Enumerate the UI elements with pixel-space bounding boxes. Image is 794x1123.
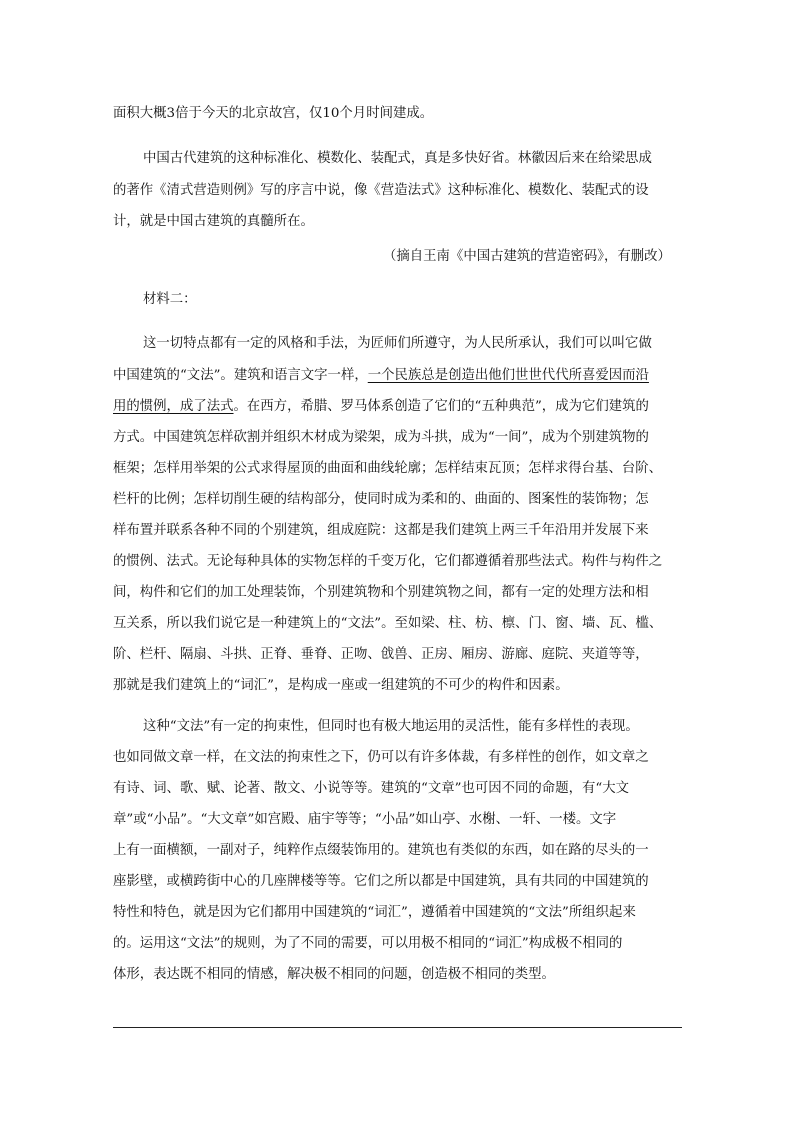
paragraph-line: 也如同做文章一样，在文法的拘束性之下，仍可以有许多体裁，有多样性的创作，如文章之 [113, 750, 649, 765]
paragraph-line: 章”或“小品”。“大文章”如宫殿、庙宇等等；“小品”如山亭、水榭、一轩、一楼。文字 [113, 812, 617, 827]
paragraph-line: 方式。中国建筑怎样砍割并组织木材成为梁架，成为斗拱，成为“一间”，成为个别建筑物的 [113, 430, 649, 445]
paragraph-line: 阶、栏杆、隔扇、斗拱、正脊、垂脊、正吻、戗兽、正房、厢房、游廊、庭院、夹道等等， [113, 647, 649, 662]
paragraph-line: 体形，表达既不相同的情感，解决极不相同的问题，创造极不相同的类型。 [113, 967, 555, 982]
text-segment: 。在西方，希腊、罗马体系创造了它们的“五种典范”，成为它们建筑的 [233, 399, 649, 414]
paragraph-line: 间，构件和它们的加工处理装饰，个别建筑物和个别建筑物之间，都有一定的处理方法和相 [113, 585, 649, 600]
paragraph-line: 面积大概3倍于今天的北京故宫，仅10个月时间建成。 [113, 106, 434, 121]
footer-divider [113, 1027, 682, 1028]
paragraph-line: 这种“文法”有一定的拘束性，但同时也有极大地运用的灵活性，能有多样性的表现。 [143, 719, 639, 734]
paragraph-line [113, 399, 649, 415]
paragraph-line: 的。运用这“文法”的规则，为了不同的需要，可以用极不相同的“词汇”构成极不相同的 [113, 936, 623, 951]
paragraph-line: 互关系，所以我们说它是一种建筑上的“文法”。至如梁、柱、枋、檩、门、窗、墙、瓦、槛、 [113, 616, 663, 631]
source-citation: （摘自王南《中国古建筑的营造密码》，有删改） [383, 249, 671, 264]
text-segment: 中国建筑的“文法”。建筑和语言文字一样， [113, 368, 368, 383]
paragraph-line: 座影壁，或横跨街中心的几座牌楼等等。它们之所以都是中国建筑，具有共同的中国建筑的 [113, 874, 649, 889]
paragraph-line: 框架；怎样用举架的公式求得屋顶的曲面和曲线轮廓；怎样结束瓦顶；怎样求得台基、台阶、 [113, 461, 663, 476]
paragraph-line: 的惯例、法式。无论每种具体的实物怎样的千变万化，它们都遵循着那些法式。构件与构件之 [113, 554, 663, 569]
underlined-text: 用的惯例，成了法式 [113, 399, 234, 414]
paragraph-line: 中国古代建筑的这种标准化、模数化、装配式，真是多快好省。林徽因后来在给梁思成 [143, 151, 652, 166]
paragraph-line: 样布置并联系各种不同的个别建筑，组成庭院：这都是我们建筑上两三千年沿用并发展下来 [113, 523, 649, 538]
paragraph-line: 特性和特色，就是因为它们都用中国建筑的“词汇”，遵循着中国建筑的“文法”所组织起来 [113, 905, 636, 920]
paragraph-line: 栏杆的比例；怎样切削生硬的结构部分，使同时成为柔和的、曲面的、图案性的装饰物；怎 [113, 492, 649, 507]
section-heading: 材料二： [143, 292, 197, 307]
paragraph-line: 的著作《清式营造则例》写的序言中说，像《营造法式》这种标准化、模数化、装配式的设 [113, 183, 649, 198]
paragraph-line: 计，就是中国古建筑的真髓所在。 [113, 214, 314, 229]
paragraph-line: 上有一面横额，一副对子，纯粹作点缀装饰用的。建筑也有类似的东西，如在路的尽头的一 [113, 843, 649, 858]
underlined-text: 一个民族总是创造出他们世世代代所喜爱因而沿 [367, 368, 649, 383]
paragraph-line: 那就是我们建筑上的“词汇”，是构成一座或一组建筑的不可少的构件和因素。 [113, 678, 569, 693]
paragraph-line: 有诗、词、歌、赋、论著、散文、小说等等。建筑的“文章”也可因不同的命题，有“大文 [113, 781, 629, 796]
paragraph-line: 这一切特点都有一定的风格和手法，为匠师们所遵守，为人民所承认，我们可以叫它做 [143, 336, 652, 351]
paragraph-line [113, 368, 649, 384]
